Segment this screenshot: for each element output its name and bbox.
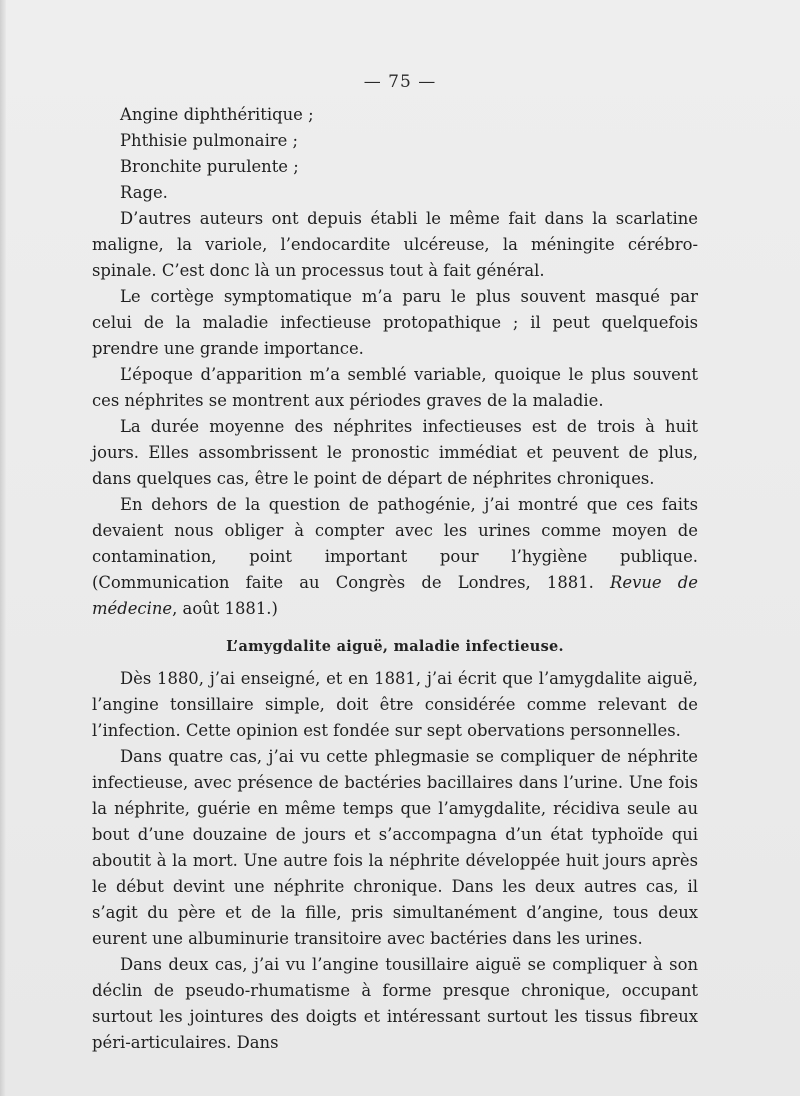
body-text bbox=[92, 102, 698, 1056]
list-item: Rage. bbox=[120, 183, 168, 202]
paragraph-text-tail: , août 1881.) bbox=[172, 599, 278, 618]
paragraph-text: L’époque d’apparition m’a semblé variable, quoique le plus souvent ces néphrites se montrent aux périodes graves de la maladie. bbox=[92, 365, 698, 410]
paragraph-text: En dehors de la question de pathogénie, j’ai montré que ces faits devaient nous obliger à compter avec les urines comme moyen de contamination, point important pour l’hygiène publique. (Communication faite au Congrès de Londres, 1881. bbox=[92, 495, 698, 592]
list-item: Angine diphthéritique ; bbox=[120, 105, 314, 124]
list-item: Phthisie pulmonaire ; bbox=[120, 131, 299, 150]
paragraph-text: Dès 1880, j’ai enseigné, et en 1881, j’ai écrit que l’amygdalite aiguë, l’angine tonsillaire simple, doit être considérée comme relevant de l’infection. Cette opinion est fondée sur sept obervations personnelles. bbox=[92, 669, 698, 740]
page-edge-shadow bbox=[0, 0, 6, 1096]
paragraph-text: D’autres auteurs ont depuis établi le même fait dans la scarlatine maligne, la variole, l’endocardite ulcéreuse, la méningite cérébro-spinale. C’est donc là un processus tout à fait général. bbox=[92, 209, 698, 280]
paragraph bbox=[92, 284, 698, 362]
paragraph bbox=[92, 206, 698, 284]
paragraph-text: Le cortège symptomatique m’a paru le plus souvent masqué par celui de la maladie infectieuse protopathique ; il peut quelquefois prendre une grande importance. bbox=[92, 287, 698, 358]
paragraph bbox=[92, 744, 698, 952]
paragraph bbox=[92, 362, 698, 414]
journal-citation: Revue de médecine bbox=[92, 573, 698, 618]
paragraph bbox=[92, 952, 698, 1056]
paragraph bbox=[92, 414, 698, 492]
paragraph-text: La durée moyenne des néphrites infectieuses est de trois à huit jours. Elles assombrissent le pronostic immédiat et peuvent de plus, dans quelques cas, être le point de départ de néphrites chroniques. bbox=[92, 417, 698, 488]
page-number: — 75 — bbox=[363, 72, 437, 92]
section-heading: L’amygdalite aiguë, maladie infectieuse. bbox=[226, 638, 564, 655]
paragraph-text: Dans quatre cas, j’ai vu cette phlegmasie se compliquer de néphrite infectieuse, avec présence de bactéries bacillaires dans l’urine. Une fois la néphrite, guérie en même temps que l’amygdalite, récidiva seule au bout d’une douzaine de jours et s’accompagna d’un état typhoïde qui aboutit à la mort. Une autre fois la néphrite développée huit jours après le début devint une néphrite chronique. Dans les deux autres cas, il s’agit du père et de la fille, pris simultanément d’angine, tous deux eurent une albuminurie transitoire avec bactéries dans les urines. bbox=[92, 747, 698, 948]
list-item: Bronchite purulente ; bbox=[120, 157, 299, 176]
paragraph bbox=[92, 666, 698, 744]
paragraph-text: Dans deux cas, j’ai vu l’angine tousillaire aiguë se compliquer à son déclin de pseudo-rhumatisme à forme presque chronique, occupant surtout les jointures des doigts et intéressant surtout les tissus fibreux péri-articulaires. Dans bbox=[92, 955, 698, 1052]
paragraph-with-citation bbox=[92, 492, 698, 622]
